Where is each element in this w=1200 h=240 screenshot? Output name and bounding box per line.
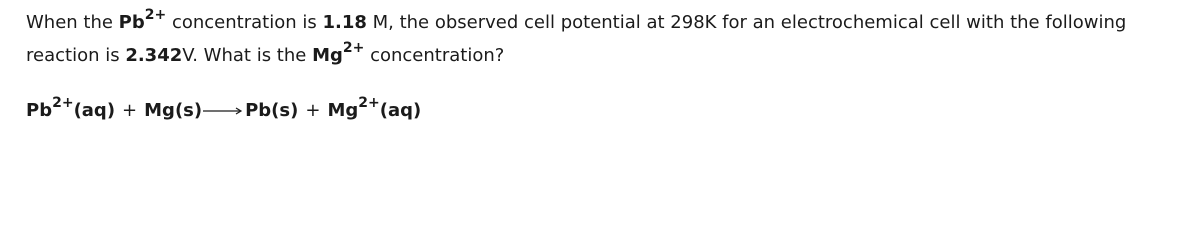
lead-ion-symbol: Pb [118, 12, 145, 33]
product-magnesium-symbol: Mg [327, 100, 359, 121]
reactant-lead-ion [26, 95, 116, 123]
plus-sign: + [122, 100, 138, 121]
lead-ion-charge: 2+ [144, 7, 167, 23]
magnesium-ion [312, 40, 365, 66]
magnesium-ion-charge: 2+ [342, 40, 365, 56]
product-magnesium-charge: 2+ [358, 95, 380, 111]
reaction-equation [26, 95, 422, 123]
question-segment: M, the observed cell potential at 298K for an electrochemical cell with the following reaction is [26, 12, 1127, 66]
reactant-magnesium: Mg(s) [144, 100, 203, 121]
product-magnesium-state: (aq) [379, 100, 422, 121]
question-segment: concentration? [364, 45, 505, 66]
reaction-arrow-icon [203, 106, 243, 116]
plus-sign: + [305, 100, 321, 121]
cell-potential-value: 2.342 [125, 45, 183, 66]
question-text [26, 6, 1186, 72]
reactant-lead-symbol: Pb [26, 100, 53, 121]
reactant-lead-state: (aq) [73, 100, 116, 121]
product-lead: Pb(s) [245, 100, 299, 121]
question-segment: concentration is [166, 12, 323, 33]
question-segment: V. What is the [182, 45, 313, 66]
lead-concentration-value: 1.18 [322, 12, 367, 33]
lead-ion [118, 7, 167, 33]
magnesium-ion-symbol: Mg [312, 45, 343, 66]
product-magnesium-ion [327, 95, 422, 123]
question-segment: When the [26, 12, 119, 33]
reactant-lead-charge: 2+ [52, 95, 74, 111]
